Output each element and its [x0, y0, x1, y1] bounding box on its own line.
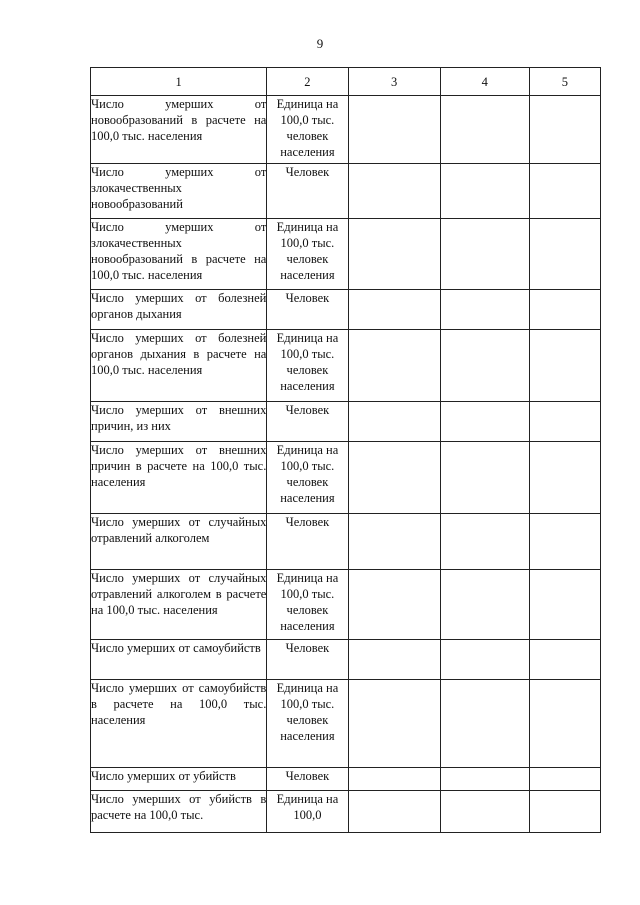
- value-cell-5: [529, 640, 600, 680]
- table-row: [91, 219, 601, 290]
- column-header-2: 2: [267, 68, 348, 96]
- indicator-cell: Число умерших от случайных отравлений алкоголем в расчете на 100,0 тыс. населения: [91, 570, 267, 640]
- value-cell-4: [440, 680, 529, 768]
- table-row: [91, 570, 601, 640]
- unit-cell: Единица на 100,0: [267, 791, 348, 833]
- indicator-cell: Число умерших от самоубийств: [91, 640, 267, 680]
- value-cell-3: [348, 791, 440, 833]
- value-cell-3: [348, 640, 440, 680]
- table-row: [91, 514, 601, 570]
- table-row: [91, 791, 601, 833]
- value-cell-3: [348, 514, 440, 570]
- value-cell-5: [529, 330, 600, 402]
- column-header-1: 1: [91, 68, 267, 96]
- value-cell-5: [529, 442, 600, 514]
- column-header-5: 5: [529, 68, 600, 96]
- value-cell-5: [529, 514, 600, 570]
- value-cell-3: [348, 330, 440, 402]
- value-cell-3: [348, 96, 440, 164]
- unit-cell: Единица на 100,0 тыс. человек населения: [267, 219, 348, 290]
- value-cell-5: [529, 791, 600, 833]
- value-cell-4: [440, 442, 529, 514]
- value-cell-5: [529, 680, 600, 768]
- indicator-cell: Число умерших от болезней органов дыхания в расчете на 100,0 тыс. населения: [91, 330, 267, 402]
- indicator-cell: Число умерших от злокачественных новообразований: [91, 164, 267, 219]
- value-cell-4: [440, 290, 529, 330]
- table-row: [91, 680, 601, 768]
- value-cell-4: [440, 640, 529, 680]
- value-cell-5: [529, 219, 600, 290]
- indicator-cell: Число умерших от внешних причин в расчете на 100,0 тыс. населения: [91, 442, 267, 514]
- indicator-cell: Число умерших от внешних причин, из них: [91, 402, 267, 442]
- table-row: [91, 290, 601, 330]
- value-cell-4: [440, 570, 529, 640]
- value-cell-5: [529, 164, 600, 219]
- indicator-cell: Число умерших от новообразований в расчете на 100,0 тыс. населения: [91, 96, 267, 164]
- unit-cell: Единица на 100,0 тыс. человек населения: [267, 96, 348, 164]
- value-cell-5: [529, 768, 600, 791]
- table-header-row: [91, 68, 601, 96]
- unit-cell: Человек: [267, 640, 348, 680]
- page-number: 9: [316, 36, 324, 51]
- value-cell-3: [348, 680, 440, 768]
- unit-cell: Единица на 100,0 тыс. человек населения: [267, 570, 348, 640]
- unit-cell: Человек: [267, 402, 348, 442]
- value-cell-5: [529, 402, 600, 442]
- value-cell-3: [348, 570, 440, 640]
- value-cell-5: [529, 570, 600, 640]
- indicator-cell: Число умерших от убийств: [91, 768, 267, 791]
- value-cell-4: [440, 219, 529, 290]
- table-row: [91, 402, 601, 442]
- value-cell-4: [440, 96, 529, 164]
- value-cell-3: [348, 442, 440, 514]
- value-cell-4: [440, 164, 529, 219]
- value-cell-3: [348, 402, 440, 442]
- indicator-cell: Число умерших от болезней органов дыхания: [91, 290, 267, 330]
- value-cell-4: [440, 402, 529, 442]
- value-cell-5: [529, 96, 600, 164]
- column-header-4: 4: [440, 68, 529, 96]
- value-cell-3: [348, 290, 440, 330]
- indicator-cell: Число умерших от убийств в расчете на 100,0 тыс.: [91, 791, 267, 833]
- value-cell-3: [348, 768, 440, 791]
- value-cell-5: [529, 290, 600, 330]
- indicator-cell: Число умерших от самоубийств в расчете на 100,0 тыс. населения: [91, 680, 267, 768]
- value-cell-4: [440, 791, 529, 833]
- table-row: [91, 640, 601, 680]
- value-cell-4: [440, 330, 529, 402]
- value-cell-4: [440, 768, 529, 791]
- column-header-3: 3: [348, 68, 440, 96]
- unit-cell: Единица на 100,0 тыс. человек населения: [267, 680, 348, 768]
- unit-cell: Человек: [267, 164, 348, 219]
- value-cell-4: [440, 514, 529, 570]
- indicator-table: [90, 67, 601, 833]
- table-row: [91, 768, 601, 791]
- table-row: [91, 330, 601, 402]
- unit-cell: Человек: [267, 514, 348, 570]
- table-row: [91, 164, 601, 219]
- table-row: [91, 96, 601, 164]
- table-row: [91, 442, 601, 514]
- value-cell-3: [348, 164, 440, 219]
- unit-cell: Единица на 100,0 тыс. человек населения: [267, 330, 348, 402]
- indicator-cell: Число умерших от злокачественных новообразований в расчете на 100,0 тыс. населения: [91, 219, 267, 290]
- unit-cell: Человек: [267, 768, 348, 791]
- unit-cell: Человек: [267, 290, 348, 330]
- unit-cell: Единица на 100,0 тыс. человек населения: [267, 442, 348, 514]
- indicator-cell: Число умерших от случайных отравлений алкоголем: [91, 514, 267, 570]
- value-cell-3: [348, 219, 440, 290]
